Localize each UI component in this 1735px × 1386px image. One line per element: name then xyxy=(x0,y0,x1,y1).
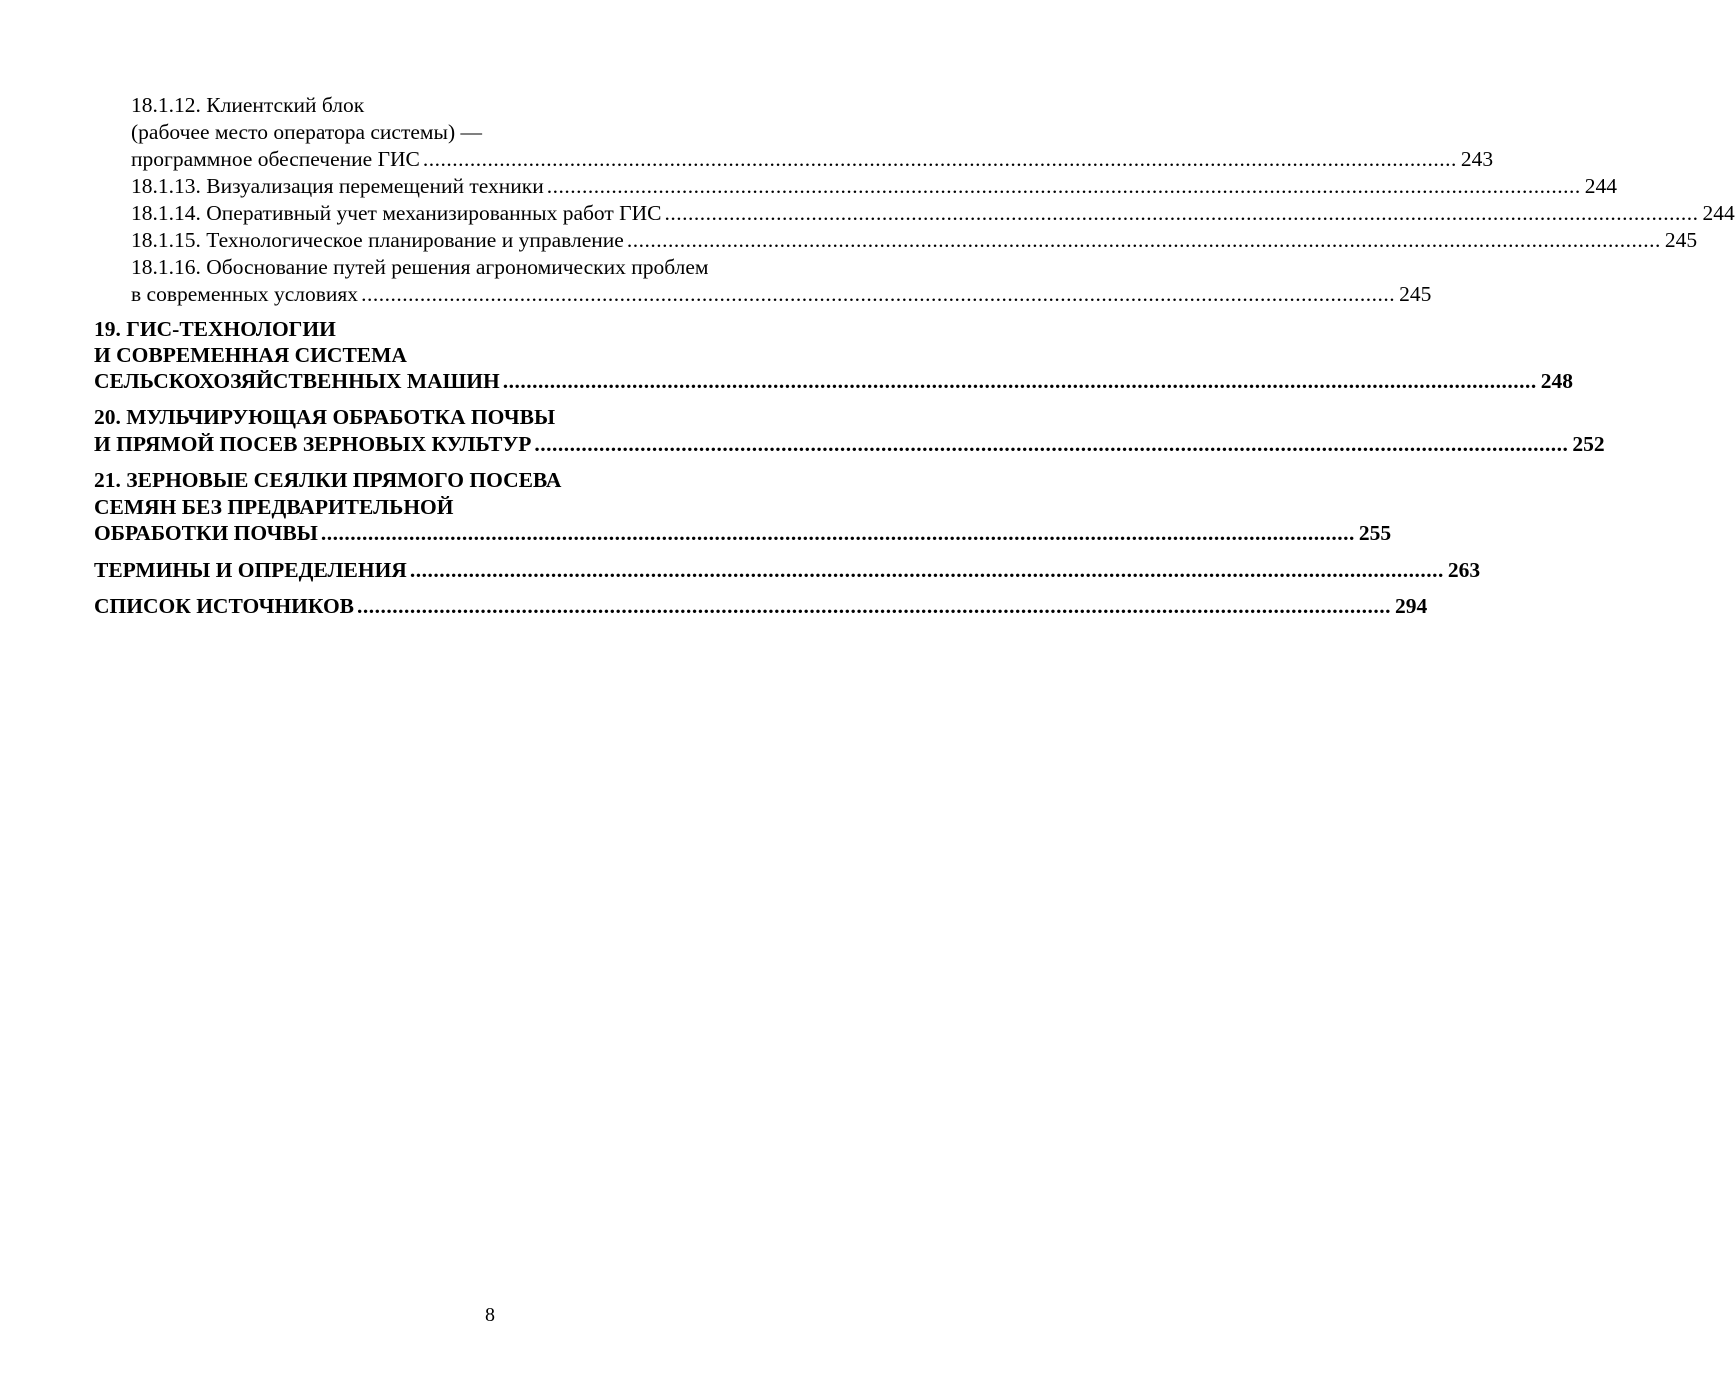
dot-leader: ................................................................................................................................................................................ xyxy=(546,174,1581,198)
toc-entry-text: ТЕРМИНЫ И ОПРЕДЕЛЕНИЯ xyxy=(94,558,407,582)
page-number: 8 xyxy=(485,1304,495,1326)
dot-leader: ................................................................................................................................................................................ xyxy=(626,228,1661,252)
dot-leader: ................................................................................................................................................................................ xyxy=(502,369,1537,393)
toc-entry-text: 18.1.13. Визуализация перемещений техники xyxy=(131,174,544,198)
toc-entry-text: 18.1.14. Оперативный учет механизированных работ ГИС xyxy=(131,201,662,225)
toc-page-number: 245 xyxy=(1664,228,1698,252)
toc-page-number: 248 xyxy=(1540,369,1573,393)
toc-entry-text: 18.1.15. Технологическое планирование и управление xyxy=(131,228,624,252)
toc-entry-text: И СОВРЕМЕННАЯ СИСТЕМА xyxy=(94,343,407,367)
toc-entry-text: СЕМЯН БЕЗ ПРЕДВАРИТЕЛЬНОЙ xyxy=(94,495,454,519)
toc-entry-text: 18.1.12. Клиентский блок xyxy=(131,93,365,117)
dot-leader: ................................................................................................................................................................................ xyxy=(357,594,1392,618)
toc-entry-text: ОБРАБОТКИ ПОЧВЫ xyxy=(94,521,318,545)
toc-entry-text: программное обеспечение ГИС xyxy=(131,147,420,171)
toc-page-number: 294 xyxy=(1395,594,1428,618)
toc-page-number: 252 xyxy=(1572,432,1605,456)
toc-entry-text: в современных условиях xyxy=(131,282,359,306)
toc-entry-text: СЕЛЬСКОХОЗЯЙСТВЕННЫХ МАШИН xyxy=(94,369,500,393)
toc-entry-text: СПИСОК ИСТОЧНИКОВ xyxy=(94,594,355,618)
dot-leader: ................................................................................................................................................................................ xyxy=(664,201,1699,225)
toc-page-number: 255 xyxy=(1358,521,1392,545)
dot-leader: ................................................................................................................................................................................ xyxy=(422,147,1457,171)
toc-page-number: 244 xyxy=(1702,201,1735,225)
toc-page-number: 243 xyxy=(1460,147,1494,171)
toc-page-number: 245 xyxy=(1399,282,1432,306)
toc-entry-text: (рабочее место оператора системы) — xyxy=(131,120,483,144)
toc-page-number: 263 xyxy=(1447,558,1481,582)
dot-leader: ................................................................................................................................................................................ xyxy=(320,521,1355,545)
toc-entry-text: 19. ГИС-ТЕХНОЛОГИИ xyxy=(94,317,336,341)
toc-entry-text: 18.1.16. Обоснование путей решения агрономических проблем xyxy=(131,255,709,279)
toc-entry-text: 20. МУЛЬЧИРУЮЩАЯ ОБРАБОТКА ПОЧВЫ xyxy=(94,405,556,429)
toc-entry-text: И ПРЯМОЙ ПОСЕВ ЗЕРНОВЫХ КУЛЬТУР xyxy=(94,432,532,456)
toc-entry-text: 21. ЗЕРНОВЫЕ СЕЯЛКИ ПРЯМОГО ПОСЕВА xyxy=(94,468,562,492)
dot-leader: ................................................................................................................................................................................ xyxy=(361,282,1396,306)
dot-leader: ................................................................................................................................................................................ xyxy=(409,558,1444,582)
dot-leader: ................................................................................................................................................................................ xyxy=(534,432,1569,456)
toc-page-number: 244 xyxy=(1584,174,1617,198)
